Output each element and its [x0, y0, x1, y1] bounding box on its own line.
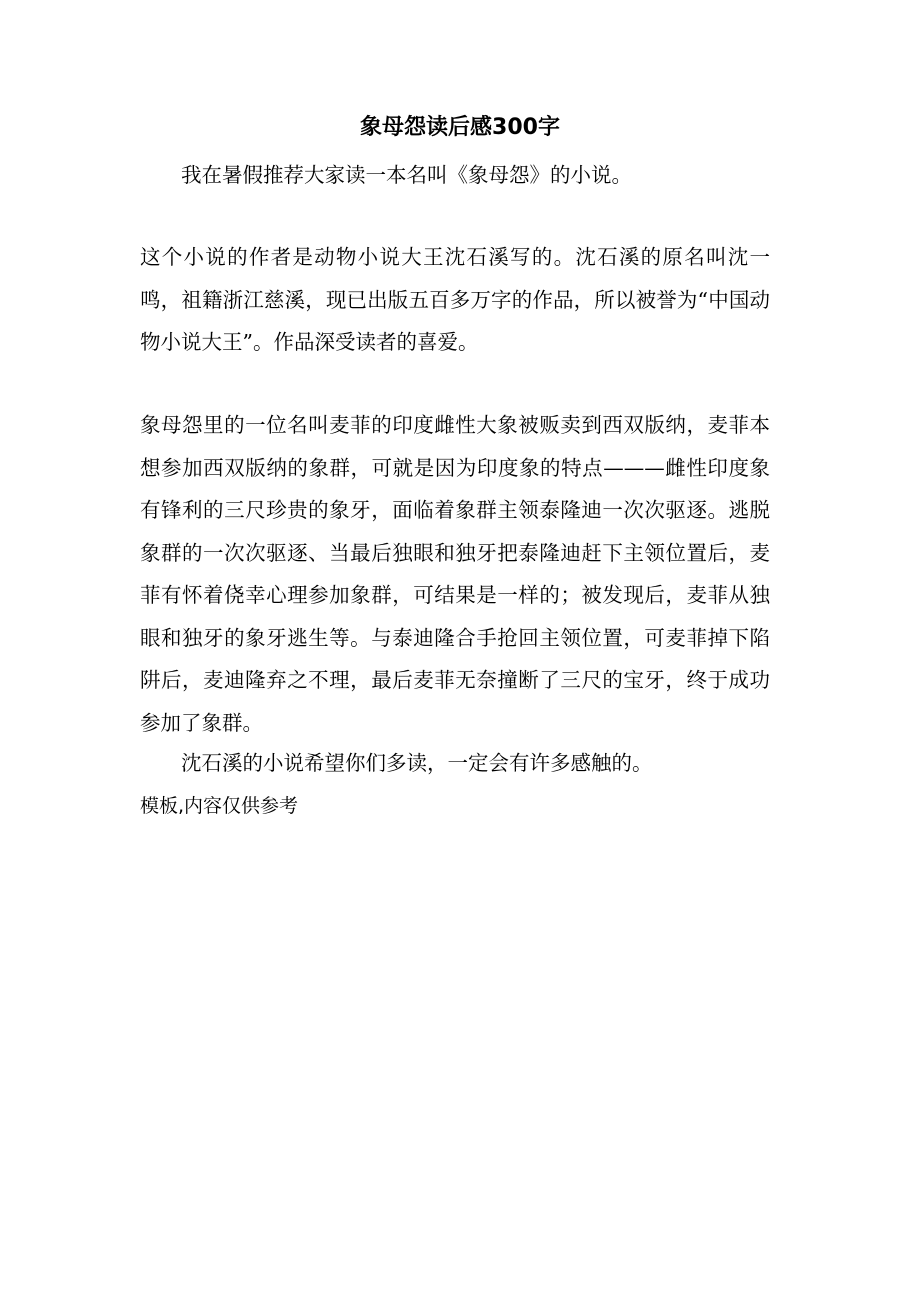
paragraph-author: 这个小说的作者是动物小说大王沈石溪写的。沈石溪的原名叫沈一鸣，祖籍浙江慈溪，现已出版五百多万字的作品，所以被誉为“中国动物小说大王”。作品深受读者的喜爱。 — [140, 245, 770, 354]
document-title: 象母怨读后感300字 — [360, 115, 560, 140]
paragraph-story: 象母怨里的一位名叫麦菲的印度雌性大象被贩卖到西双版纳，麦菲本想参加西双版纳的象群，可就是因为印度象的特点———雌性印度象有锋利的三尺珍贵的象牙，面临着象群主领泰隆迪一次次驱逐。逃脱象群的一次次驱逐、当最后独眼和独牙把泰隆迪赶下主领位置后，麦菲有怀着侥幸心理参加象群，可结果是一样的；被发现后，麦菲从独眼和独牙的象牙逃生等。与泰迪隆合手抢回主领位置，可麦菲掉下陷阱后，麦迪隆弃之不理，最后麦菲无奈撞断了三尺的宝牙，终于成功参加了象群。 — [140, 413, 770, 735]
paragraph-closing: 沈石溪的小说希望你们多读，一定会有许多感触的。 — [181, 751, 653, 775]
template-note: 模板,内容仅供参考 — [140, 795, 299, 817]
paragraph-intro: 我在暑假推荐大家读一本名叫《象母怨》的小说。 — [181, 163, 632, 187]
